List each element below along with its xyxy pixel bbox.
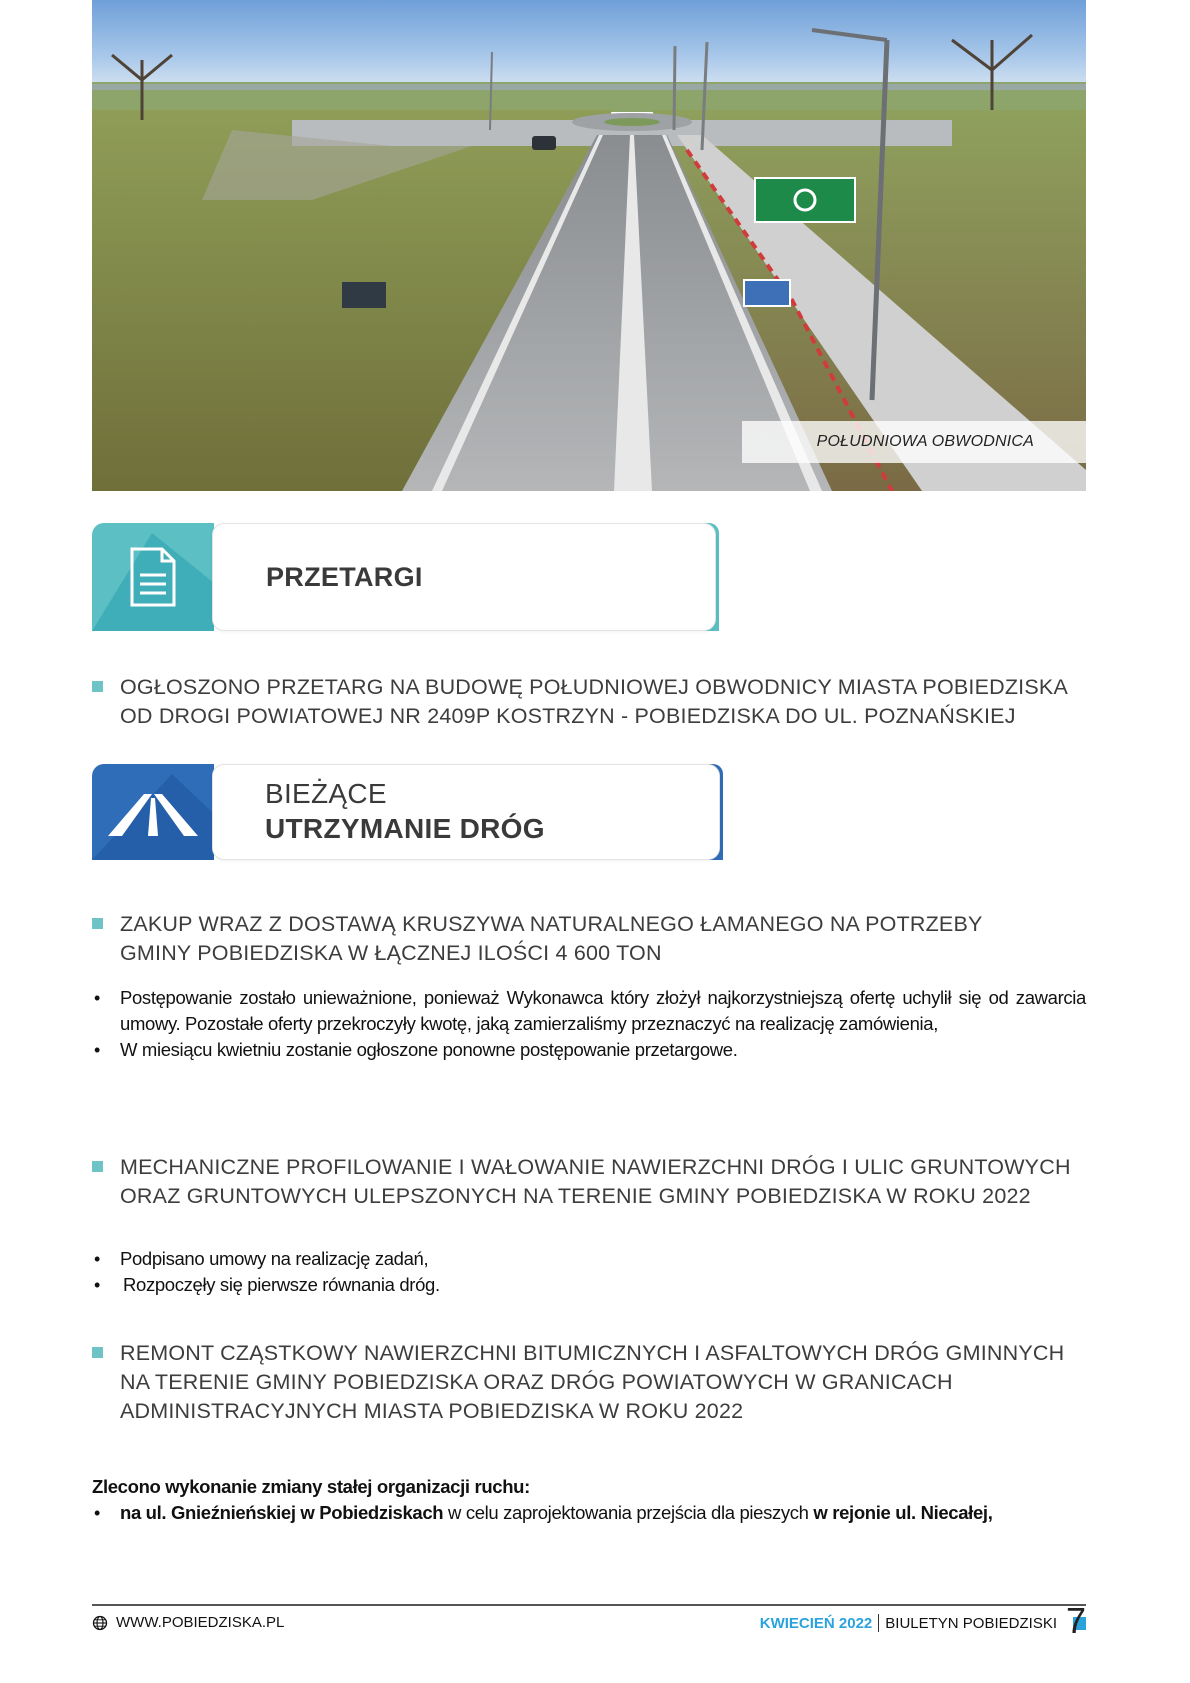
order-block: [92, 1474, 1086, 1526]
bullet-square: [92, 1161, 103, 1172]
utrzymanie-item-heading: [92, 910, 1092, 968]
utrzymanie-title-light: BIEŻĄCE: [265, 778, 387, 809]
utrzymanie-item-heading: [92, 1339, 1092, 1426]
heading-line: ORAZ GRUNTOWYCH ULEPSZONYCH NA TERENIE GMINY POBIEDZISKA W ROKU 2022: [120, 1184, 1031, 1208]
bullet-item: • Rozpoczęły się pierwsze równania dróg.: [92, 1272, 1086, 1298]
przetargi-card: [212, 523, 716, 631]
road-icon: [92, 764, 214, 860]
przetargi-item-heading: [92, 673, 1092, 731]
order-normal: w celu zaprojektowania przejścia dla pieszych: [443, 1502, 814, 1523]
bullet-item: • Postępowanie zostało unieważnione, ponieważ Wykonawca który złożył najkorzystniejszą ofertę uchylił się od zawarcia umowy. Pozostałe oferty przekroczyły kwotę, jaką zamierzaliśmy przeznaczyć na realizację zamówienia,: [92, 985, 1086, 1037]
order-bold-1: na ul. Gnieźnieńskiej w Pobiedziskach: [120, 1502, 444, 1523]
footer-separator: [878, 1614, 879, 1632]
heading-line: OGŁOSZONO PRZETARG NA BUDOWĘ POŁUDNIOWEJ OBWODNICY MIASTA POBIEDZISKA: [120, 675, 1068, 699]
footer-month: KWIECIEŃ 2022: [759, 1614, 873, 1632]
globe-icon: [92, 1615, 108, 1631]
heading-line: ADMINISTRACYJNYCH MIASTA POBIEDZISKA W ROKU 2022: [120, 1399, 744, 1423]
heading-line: NA TERENIE GMINY POBIEDZISKA ORAZ DRÓG POWIATOWYCH W GRANICACH: [120, 1370, 953, 1394]
road-photo-drawing: [92, 0, 1086, 491]
bullet-item: [92, 1500, 1086, 1526]
utrzymanie-item-bullets: [92, 1246, 1086, 1298]
order-bold-2: w rejonie ul. Niecałej,: [813, 1502, 993, 1523]
order-intro: Zlecono wykonanie zmiany stałej organizacji ruchu:: [92, 1476, 530, 1497]
bullet-square: [92, 681, 103, 692]
utrzymanie-tile: [92, 764, 214, 860]
przetargi-tile: [92, 523, 214, 631]
road-photo: [92, 0, 1086, 491]
website-link[interactable]: WWW.POBIEDZISKA.PL: [116, 1614, 285, 1631]
utrzymanie-card: [212, 764, 720, 860]
footer-publication: [760, 1614, 1086, 1632]
footer-publication-name: BIULETYN POBIEDZISKI: [885, 1614, 1057, 1632]
photo-caption: POŁUDNIOWA OBWODNICA: [742, 421, 1086, 463]
bullet-item: • Podpisano umowy na realizację zadań,: [92, 1246, 1086, 1272]
page-number: 7: [1066, 1600, 1087, 1641]
bullet-square: [92, 918, 103, 929]
heading-line: MECHANICZNE PROFILOWANIE I WAŁOWANIE NAWIERZCHNI DRÓG I ULIC GRUNTOWYCH: [120, 1155, 1071, 1179]
heading-line: OD DROGI POWIATOWEJ NR 2409P KOSTRZYN - POBIEDZISKA DO UL. POZNAŃSKIEJ: [120, 704, 1016, 728]
document-icon: [92, 523, 214, 631]
footer-rule: [92, 1604, 1086, 1606]
przetargi-title: PRZETARGI: [266, 562, 423, 592]
utrzymanie-item-bullets: [92, 985, 1086, 1063]
heading-line: ZAKUP WRAZ Z DOSTAWĄ KRUSZYWA NATURALNEGO ŁAMANEGO NA POTRZEBY: [120, 912, 983, 936]
heading-line: REMONT CZĄSTKOWY NAWIERZCHNI BITUMICZNYCH I ASFALTOWYCH DRÓG GMINNYCH: [120, 1341, 1065, 1365]
heading-line: GMINY POBIEDZISKA W ŁĄCZNEJ ILOŚCI 4 600 TON: [120, 941, 662, 965]
bullet-item: • W miesiącu kwietniu zostanie ogłoszone ponowne postępowanie przetargowe.: [92, 1037, 1086, 1063]
utrzymanie-item-heading: [92, 1153, 1092, 1211]
bullet-square: [92, 1347, 103, 1358]
footer-website: [92, 1614, 284, 1631]
utrzymanie-title-bold: UTRZYMANIE DRÓG: [265, 813, 545, 844]
